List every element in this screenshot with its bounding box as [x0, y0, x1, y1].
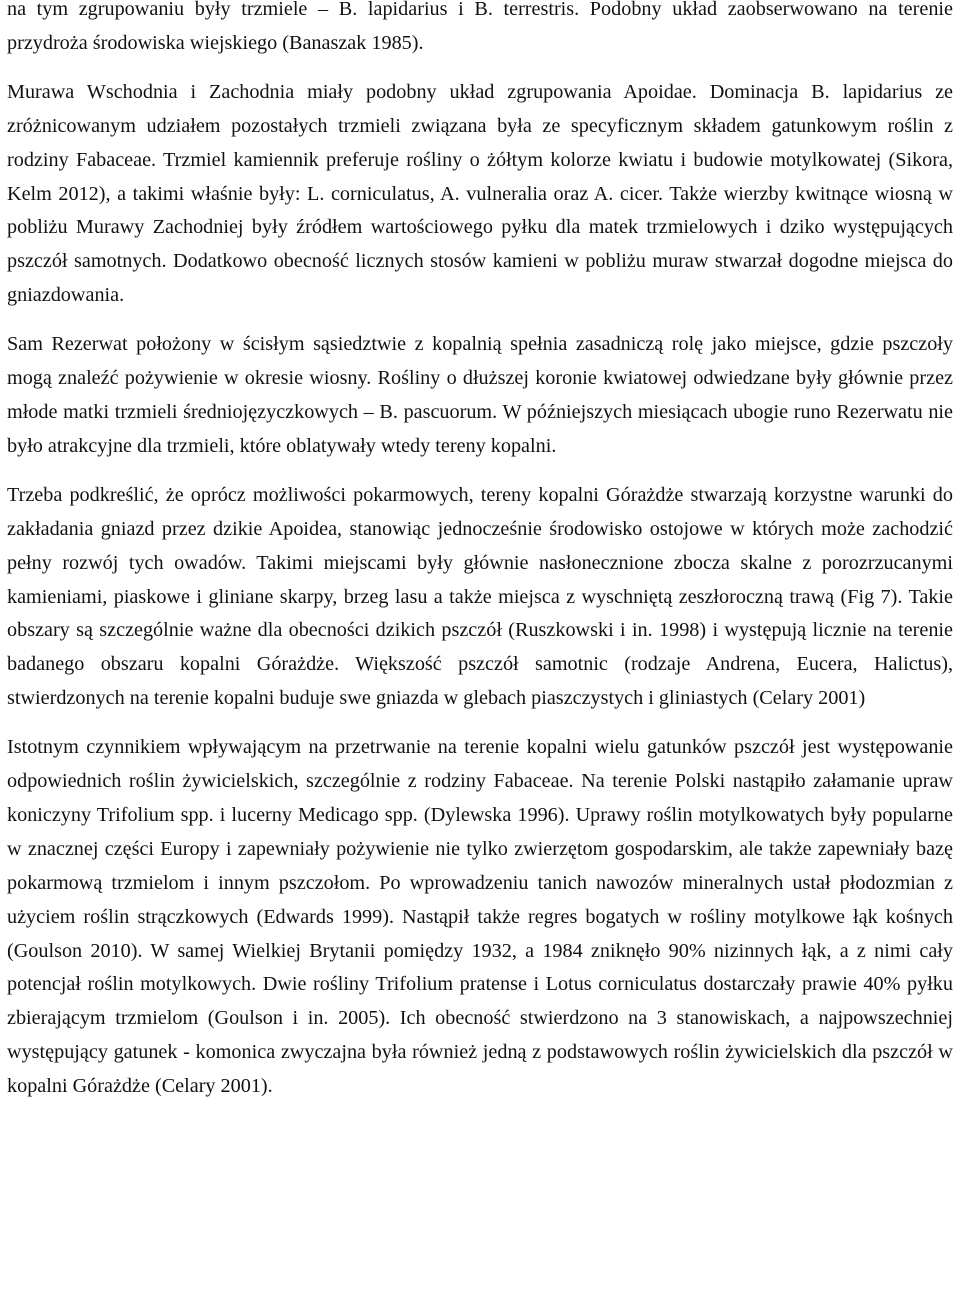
document-page: [7, 0, 953, 1119]
paragraph-host-plants: Istotnym czynnikiem wpływającym na przetrwanie na terenie kopalni wielu gatunków pszczół jest występowanie odpowiednich roślin żywicielskich, szczególnie z rodziny Fabaceae. Na terenie Polski nastąpiło załamanie upraw koniczyny Trifolium spp. i lucerny Medicago spp. (Dylewska 1996). Uprawy roślin motylkowatych były popularne w znacznej części Europy i zapewniały pożywienie nie tylko zwierzętom gospodarskim, ale także zapewniały bazę pokarmową trzmielom i innym pszczołom. Po wprowadzeniu tanich nawozów mineralnych ustał płodozmian z użyciem roślin strączkowych (Edwards 1999). Nastąpił także regres bogatych w rośliny motylkowe łąk kośnych (Goulson 2010). W samej Wielkiej Brytanii pomiędzy 1932, a 1984 zniknęło 90% nizinnych łąk, a z nimi cały potencjał roślin motylkowych. Dwie rośliny Trifolium pratense i Lotus corniculatus dostarczały prawie 40% pyłku zbierającym trzmielom (Goulson i in. 2005). Ich obecność stwierdzono na 3 stanowiskach, a najpowszechniej występujący gatunek - komonica zwyczajna była również jedną z podstawowych roślin żywicielskich dla pszczół w kopalni Górażdże (Celary 2001).: [7, 736, 953, 1098]
paragraph-bumblebee-grouping: na tym zgrupowaniu były trzmiele – B. lapidarius i B. terrestris. Podobny układ zaobserwowano na terenie przydroża środowiska wiejskiego (Banaszak 1985).: [7, 0, 953, 54]
paragraph-nesting-conditions: Trzeba podkreślić, że oprócz możliwości pokarmowych, tereny kopalni Górażdże stwarzają korzystne warunki do zakładania gniazd przez dzikie Apoidea, stanowiąc jednocześnie środowisko ostojowe w których może zachodzić pełny rozwój tych owadów. Takimi miejscami były głównie nasłonecznione zbocza skalne z porozrzucanymi kamieniami, piaskowe i gliniane skarpy, brzeg lasu a także miejsca z wyschniętą zeszłoroczną trawą (Fig 7). Takie obszary są szczególnie ważne dla obecności dzikich pszczół (Ruszkowski i in. 1998) i występują licznie na terenie badanego obszaru kopalni Górażdże. Większość pszczół samotnic (rodzaje Andrena, Eucera, Halictus), stwierdzonych na terenie kopalni buduje swe gniazda w glebach piaszczystych i gliniastych (Celary 2001): [7, 483, 953, 710]
paragraph-meadows: Murawa Wschodnia i Zachodnia miały podobny układ zgrupowania Apoidae. Dominacja B. lapidarius ze zróżnicowanym udziałem pozostałych trzmieli związana była ze specyficznym składem gatunkowym roślin z rodziny Fabaceae. Trzmiel kamiennik preferuje rośliny o żółtym kolorze kwiatu i budowie motylkowatej (Sikora, Kelm 2012), a takimi właśnie były: L. corniculatus, A. vulneralia oraz A. cicer. Także wierzby kwitnące wiosną w pobliżu Murawy Zachodniej były źródłem wartościowego pyłku dla matek trzmielowych i dziko występujących pszczół samotnych. Dodatkowo obecność licznych stosów kamieni w pobliżu muraw stwarzał dogodne miejsca do gniazdowania.: [7, 80, 953, 307]
paragraph-reserve: Sam Rezerwat położony w ścisłym sąsiedztwie z kopalnią spełnia zasadniczą rolę jako miejsce, gdzie pszczoły mogą znaleźć pożywienie w okresie wiosny. Rośliny o dłuższej koronie kwiatowej odwiedzane były głównie przez młode matki trzmieli średniojęzyczkowych – B. pascuorum. W późniejszych miesiącach ubogie runo Rezerwatu nie było atrakcyjne dla trzmieli, które oblatywały wtedy tereny kopalni.: [7, 333, 953, 457]
